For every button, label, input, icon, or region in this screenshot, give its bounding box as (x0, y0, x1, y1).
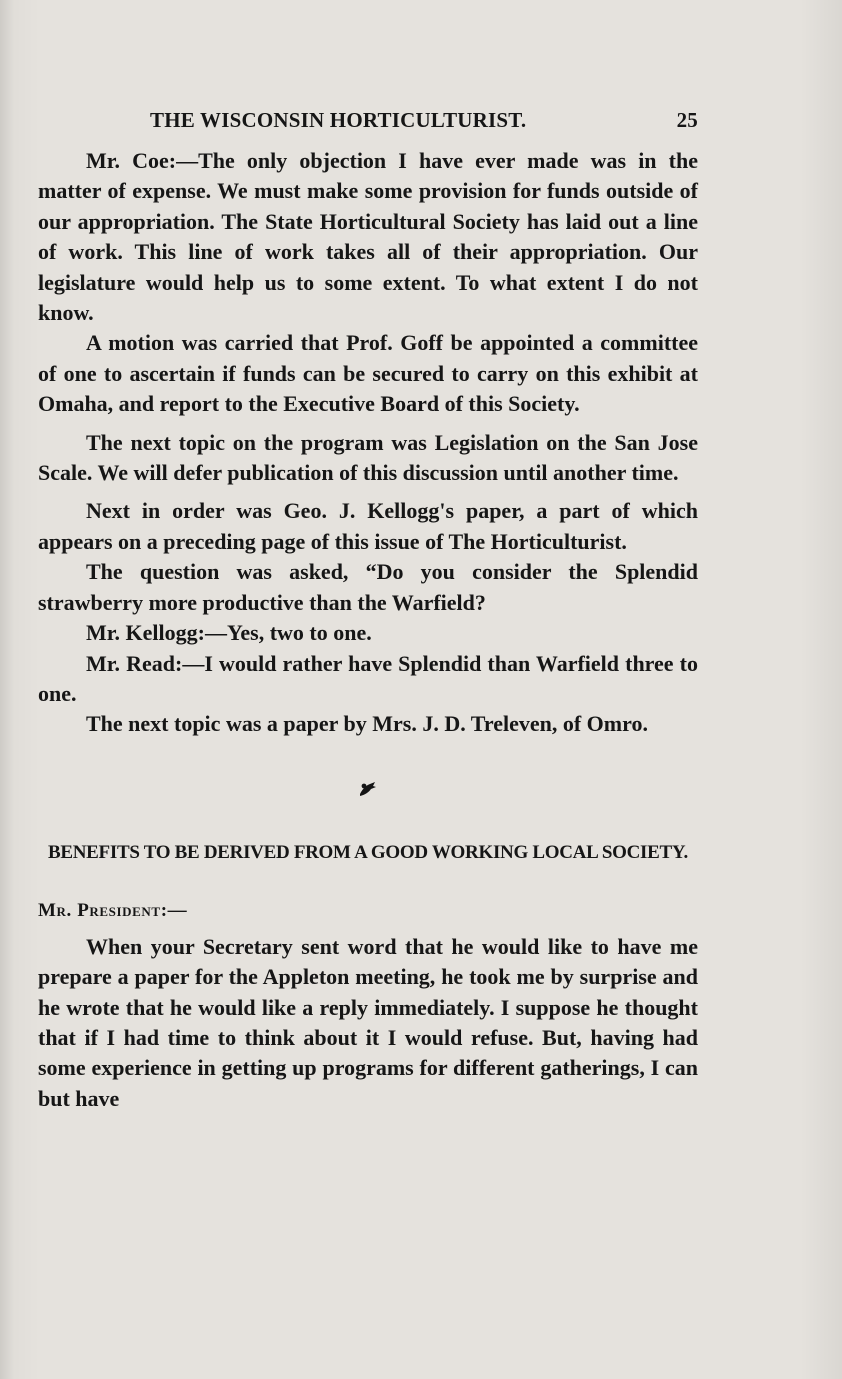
paragraph-treleven: The next topic was a paper by Mrs. J. D. Treleven, of Omro. (86, 711, 648, 737)
page-number: 25 (676, 108, 698, 132)
book-page (38, 108, 698, 1358)
ornament (38, 772, 698, 802)
body-text (38, 146, 698, 1114)
paragraph-read-reply: Mr. Read:—I would rather have Splendid than Warfield three to one. (38, 650, 698, 706)
paragraph-kellogg-reply: Mr. Kellogg:—Yes, two to one. (86, 620, 372, 646)
running-title: THE WISCONSIN HORTICULTURIST. (150, 108, 527, 132)
article-heading: BENEFITS TO BE DERIVED FROM A GOOD WORKING LOCAL SOCIETY. (48, 841, 688, 863)
paragraph-motion: A motion was carried that Prof. Goff be appointed a committee of one to ascertain if funds can be secured to carry on this exhibit at Omaha, and report to the Executive Board of this Society. (38, 330, 698, 417)
paragraph-question: The question was asked, “Do you consider the Splendid strawberry more productive than the Warfield? (38, 559, 698, 615)
running-head (38, 108, 698, 142)
paragraph-coe: Mr. Coe:—The only objection I have ever made was in the matter of expense. We must make some provision for funds outside of our appropriation. The State Horticultural Society has laid out a line of work. This line of work takes all of their appropriation. Our legislature would help us to some extent. To what extent I do not know. (38, 148, 698, 326)
paragraph-kellogg-paper: Next in order was Geo. J. Kellogg's paper, a part of which appears on a preceding page of this issue of The Horticulturist. (38, 498, 698, 554)
hand-fleuron-icon (358, 780, 378, 798)
paragraph-next-topic: The next topic on the program was Legislation on the San Jose Scale. We will defer publication of this discussion until another time. (38, 429, 698, 486)
salutation: Mr. President:— (38, 899, 188, 921)
article-paragraph: When your Secretary sent word that he would like to have me prepare a paper for the Appleton meeting, he took me by surprise and he wrote that he would like a reply immediately. I suppose he thought that if I had time to think about it I would refuse. But, having had some experience in getting up programs for different gatherings, I can but have (38, 933, 698, 1111)
